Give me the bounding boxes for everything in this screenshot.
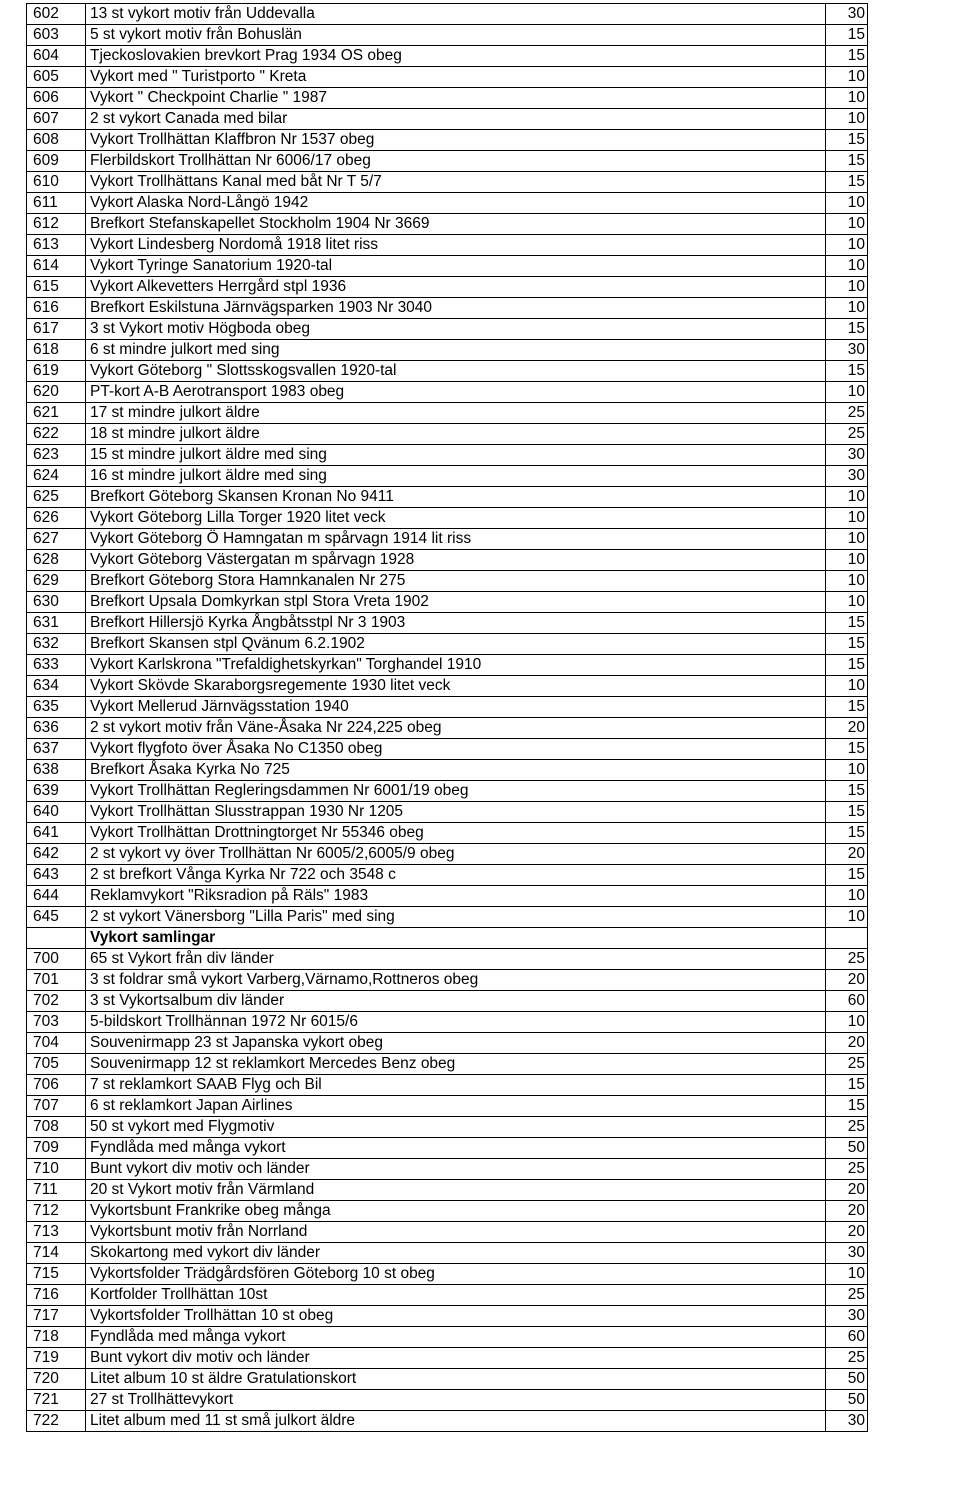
item-price-cell: 10 <box>826 487 868 508</box>
item-price-cell: 10 <box>826 592 868 613</box>
table-row <box>27 1012 868 1033</box>
item-number-cell: 710 <box>27 1159 86 1180</box>
item-description-cell: Vykort Trollhättans Kanal med båt Nr T 5/7 <box>86 172 826 193</box>
table-row <box>27 1348 868 1369</box>
item-description-cell: Vykort Trollhättan Drottningtorget Nr 55346 obeg <box>86 823 826 844</box>
item-description-cell: Vykort Göteborg " Slottsskogsvallen 1920-tal <box>86 361 826 382</box>
table-row <box>27 109 868 130</box>
item-description-cell: 3 st foldrar små vykort Varberg,Värnamo,Rottneros obeg <box>86 970 826 991</box>
item-number-cell: 616 <box>27 298 86 319</box>
table-row <box>27 550 868 571</box>
item-description-cell: 65 st Vykort från div länder <box>86 949 826 970</box>
item-price-cell: 15 <box>826 697 868 718</box>
item-number-cell: 620 <box>27 382 86 403</box>
item-price-cell: 10 <box>826 907 868 928</box>
item-price-cell: 15 <box>826 613 868 634</box>
item-description-cell: Brefkort Upsala Domkyrkan stpl Stora Vreta 1902 <box>86 592 826 613</box>
table-row <box>27 361 868 382</box>
table-row <box>27 781 868 802</box>
item-price-cell: 20 <box>826 1180 868 1201</box>
item-number-cell: 640 <box>27 802 86 823</box>
table-row <box>27 655 868 676</box>
item-number-cell: 704 <box>27 1033 86 1054</box>
item-description-cell: Litet album med 11 st små julkort äldre <box>86 1411 826 1432</box>
item-description-cell: Skokartong med vykort div länder <box>86 1243 826 1264</box>
item-price-cell: 20 <box>826 1222 868 1243</box>
item-price-cell: 15 <box>826 1096 868 1117</box>
item-price-cell: 10 <box>826 109 868 130</box>
item-number-cell: 610 <box>27 172 86 193</box>
table-row <box>27 697 868 718</box>
item-description-cell: Vykort Göteborg Ö Hamngatan m spårvagn 1914 lit riss <box>86 529 826 550</box>
item-number-cell: 644 <box>27 886 86 907</box>
item-number-cell: 711 <box>27 1180 86 1201</box>
table-row <box>27 25 868 46</box>
table-row <box>27 403 868 424</box>
table-row <box>27 319 868 340</box>
item-number-cell: 706 <box>27 1075 86 1096</box>
item-description-cell: Litet album 10 st äldre Gratulationskort <box>86 1369 826 1390</box>
item-description-cell: 2 st vykort Canada med bilar <box>86 109 826 130</box>
item-number-cell: 609 <box>27 151 86 172</box>
item-number-cell: 705 <box>27 1054 86 1075</box>
item-description-cell: 5-bildskort Trollhännan 1972 Nr 6015/6 <box>86 1012 826 1033</box>
item-price-cell: 10 <box>826 88 868 109</box>
item-number-cell: 605 <box>27 67 86 88</box>
item-price-cell: 15 <box>826 802 868 823</box>
table-row <box>27 907 868 928</box>
item-price-cell: 10 <box>826 571 868 592</box>
table-row <box>27 1327 868 1348</box>
item-number-cell: 709 <box>27 1138 86 1159</box>
table-row <box>27 1096 868 1117</box>
table-row <box>27 634 868 655</box>
item-number-cell: 611 <box>27 193 86 214</box>
item-description-cell: Brefkort Hillersjö Kyrka Ångbåtsstpl Nr 3 1903 <box>86 613 826 634</box>
item-description-cell: 2 st vykort vy över Trollhättan Nr 6005/2,6005/9 obeg <box>86 844 826 865</box>
item-price-cell: 10 <box>826 550 868 571</box>
item-description-cell: Bunt vykort div motiv och länder <box>86 1159 826 1180</box>
item-description-cell: 7 st reklamkort SAAB Flyg och Bil <box>86 1075 826 1096</box>
item-number-cell: 608 <box>27 130 86 151</box>
item-price-cell: 15 <box>826 1075 868 1096</box>
item-number-cell: 700 <box>27 949 86 970</box>
item-description-cell: Fyndlåda med många vykort <box>86 1138 826 1159</box>
table-row <box>27 970 868 991</box>
item-number-cell: 717 <box>27 1306 86 1327</box>
item-price-cell: 15 <box>826 25 868 46</box>
table-row <box>27 1243 868 1264</box>
item-number-cell: 645 <box>27 907 86 928</box>
item-number-cell: 612 <box>27 214 86 235</box>
item-price-cell: 15 <box>826 865 868 886</box>
item-number-cell: 713 <box>27 1222 86 1243</box>
item-price-cell: 15 <box>826 655 868 676</box>
item-number-cell: 722 <box>27 1411 86 1432</box>
item-price-cell: 10 <box>826 256 868 277</box>
item-description-cell: Vykort Mellerud Järnvägsstation 1940 <box>86 697 826 718</box>
table-row <box>27 529 868 550</box>
item-description-cell: 2 st vykort motiv från Väne-Åsaka Nr 224,225 obeg <box>86 718 826 739</box>
table-row <box>27 613 868 634</box>
item-number-cell: 639 <box>27 781 86 802</box>
table-row <box>27 949 868 970</box>
table-row <box>27 466 868 487</box>
item-price-cell: 30 <box>826 445 868 466</box>
item-price-cell: 20 <box>826 970 868 991</box>
item-description-cell: Brefkort Skansen stpl Qvänum 6.2.1902 <box>86 634 826 655</box>
item-number-cell: 633 <box>27 655 86 676</box>
item-price-cell: 30 <box>826 1411 868 1432</box>
item-description-cell: Vykort Göteborg Västergatan m spårvagn 1928 <box>86 550 826 571</box>
item-price-cell: 60 <box>826 1327 868 1348</box>
item-description-cell: Vykort med " Turistporto " Kreta <box>86 67 826 88</box>
item-price-cell: 25 <box>826 1348 868 1369</box>
table-row <box>27 298 868 319</box>
item-number-cell: 712 <box>27 1201 86 1222</box>
item-price-cell: 15 <box>826 781 868 802</box>
item-price-cell <box>826 928 868 949</box>
item-description-cell: Brefkort Stefanskapellet Stockholm 1904 Nr 3669 <box>86 214 826 235</box>
item-description-cell: 5 st vykort motiv från Bohuslän <box>86 25 826 46</box>
item-description-cell: 15 st mindre julkort äldre med sing <box>86 445 826 466</box>
item-price-cell: 10 <box>826 193 868 214</box>
item-price-cell: 25 <box>826 403 868 424</box>
item-description-cell: Brefkort Göteborg Skansen Kronan No 9411 <box>86 487 826 508</box>
item-description-cell: Vykortsbunt Frankrike obeg många <box>86 1201 826 1222</box>
item-number-cell: 614 <box>27 256 86 277</box>
item-price-cell: 20 <box>826 844 868 865</box>
item-price-cell: 10 <box>826 214 868 235</box>
item-price-cell: 30 <box>826 340 868 361</box>
table-row <box>27 802 868 823</box>
item-number-cell <box>27 928 86 949</box>
item-price-cell: 10 <box>826 382 868 403</box>
item-price-cell: 25 <box>826 1285 868 1306</box>
table-row <box>27 235 868 256</box>
item-number-cell: 715 <box>27 1264 86 1285</box>
item-price-cell: 25 <box>826 1054 868 1075</box>
item-number-cell: 625 <box>27 487 86 508</box>
item-number-cell: 628 <box>27 550 86 571</box>
item-description-cell: 3 st Vykort motiv Högboda obeg <box>86 319 826 340</box>
item-number-cell: 617 <box>27 319 86 340</box>
table-row <box>27 1222 868 1243</box>
item-description-cell: 20 st Vykort motiv från Värmland <box>86 1180 826 1201</box>
item-number-cell: 707 <box>27 1096 86 1117</box>
item-number-cell: 636 <box>27 718 86 739</box>
item-price-cell: 10 <box>826 277 868 298</box>
item-number-cell: 631 <box>27 613 86 634</box>
item-price-cell: 25 <box>826 1159 868 1180</box>
table-row <box>27 445 868 466</box>
item-description-cell: Souvenirmapp 23 st Japanska vykort obeg <box>86 1033 826 1054</box>
item-description-cell: Vykortsfolder Trädgårdsfören Göteborg 10 st obeg <box>86 1264 826 1285</box>
item-price-cell: 30 <box>826 466 868 487</box>
item-price-cell: 10 <box>826 760 868 781</box>
table-row <box>27 571 868 592</box>
item-description-cell: 3 st Vykortsalbum div länder <box>86 991 826 1012</box>
table-row <box>27 193 868 214</box>
item-description-cell: Kortfolder Trollhättan 10st <box>86 1285 826 1306</box>
item-price-cell: 30 <box>826 4 868 25</box>
table-row <box>27 1180 868 1201</box>
table-row <box>27 277 868 298</box>
item-price-cell: 15 <box>826 361 868 382</box>
table-row <box>27 1138 868 1159</box>
item-description-cell: Vykort Göteborg Lilla Torger 1920 litet veck <box>86 508 826 529</box>
table-row <box>27 67 868 88</box>
item-number-cell: 624 <box>27 466 86 487</box>
item-description-cell: Souvenirmapp 12 st reklamkort Mercedes Benz obeg <box>86 1054 826 1075</box>
item-number-cell: 615 <box>27 277 86 298</box>
item-price-cell: 20 <box>826 1201 868 1222</box>
item-description-cell: Bunt vykort div motiv och länder <box>86 1348 826 1369</box>
table-row <box>27 4 868 25</box>
table-row <box>27 718 868 739</box>
item-number-cell: 626 <box>27 508 86 529</box>
item-price-cell: 25 <box>826 1117 868 1138</box>
table-row <box>27 592 868 613</box>
item-number-cell: 621 <box>27 403 86 424</box>
item-description-cell: PT-kort A-B Aerotransport 1983 obeg <box>86 382 826 403</box>
item-description-cell: Flerbildskort Trollhättan Nr 6006/17 obeg <box>86 151 826 172</box>
item-price-cell: 20 <box>826 1033 868 1054</box>
item-description-cell: Vykortsfolder Trollhättan 10 st obeg <box>86 1306 826 1327</box>
item-price-cell: 10 <box>826 1012 868 1033</box>
item-description-cell: 6 st reklamkort Japan Airlines <box>86 1096 826 1117</box>
item-price-cell: 10 <box>826 676 868 697</box>
table-row <box>27 1390 868 1411</box>
item-price-cell: 15 <box>826 739 868 760</box>
price-list-table <box>26 3 868 1432</box>
table-row <box>27 991 868 1012</box>
item-price-cell: 50 <box>826 1390 868 1411</box>
item-number-cell: 643 <box>27 865 86 886</box>
item-price-cell: 10 <box>826 235 868 256</box>
item-price-cell: 30 <box>826 1306 868 1327</box>
table-row <box>27 865 868 886</box>
table-row <box>27 214 868 235</box>
item-number-cell: 607 <box>27 109 86 130</box>
table-row <box>27 739 868 760</box>
item-price-cell: 30 <box>826 1243 868 1264</box>
table-row <box>27 1075 868 1096</box>
item-description-cell: Vykort Lindesberg Nordomå 1918 litet riss <box>86 235 826 256</box>
table-row <box>27 340 868 361</box>
item-price-cell: 60 <box>826 991 868 1012</box>
item-description-cell: Brefkort Åsaka Kyrka No 725 <box>86 760 826 781</box>
item-price-cell: 15 <box>826 46 868 67</box>
item-description-cell: Vykort " Checkpoint Charlie " 1987 <box>86 88 826 109</box>
item-number-cell: 622 <box>27 424 86 445</box>
table-row <box>27 1033 868 1054</box>
item-description-cell: 2 st vykort Vänersborg "Lilla Paris" med sing <box>86 907 826 928</box>
item-description-cell: Vykort Alkevetters Herrgård stpl 1936 <box>86 277 826 298</box>
item-number-cell: 613 <box>27 235 86 256</box>
table-row <box>27 1285 868 1306</box>
table-row <box>27 823 868 844</box>
item-description-cell: 16 st mindre julkort äldre med sing <box>86 466 826 487</box>
item-number-cell: 637 <box>27 739 86 760</box>
item-number-cell: 719 <box>27 1348 86 1369</box>
section-title-cell: Vykort samlingar <box>86 928 826 949</box>
table-row <box>27 760 868 781</box>
table-row <box>27 1264 868 1285</box>
item-number-cell: 641 <box>27 823 86 844</box>
table-row <box>27 46 868 67</box>
item-description-cell: Vykort Trollhättan Regleringsdammen Nr 6001/19 obeg <box>86 781 826 802</box>
item-description-cell: Brefkort Göteborg Stora Hamnkanalen Nr 275 <box>86 571 826 592</box>
table-row <box>27 151 868 172</box>
item-number-cell: 701 <box>27 970 86 991</box>
item-description-cell: Vykort Tyringe Sanatorium 1920-tal <box>86 256 826 277</box>
table-row <box>27 676 868 697</box>
item-description-cell: Vykortsbunt motiv från Norrland <box>86 1222 826 1243</box>
section-header-row <box>27 928 868 949</box>
table-row <box>27 1411 868 1432</box>
item-number-cell: 708 <box>27 1117 86 1138</box>
item-number-cell: 718 <box>27 1327 86 1348</box>
item-number-cell: 606 <box>27 88 86 109</box>
price-list-body <box>27 4 868 1432</box>
item-price-cell: 15 <box>826 151 868 172</box>
item-description-cell: Brefkort Eskilstuna Järnvägsparken 1903 Nr 3040 <box>86 298 826 319</box>
table-row <box>27 886 868 907</box>
item-number-cell: 642 <box>27 844 86 865</box>
item-description-cell: 50 st vykort med Flygmotiv <box>86 1117 826 1138</box>
table-row <box>27 1117 868 1138</box>
item-number-cell: 714 <box>27 1243 86 1264</box>
item-price-cell: 15 <box>826 634 868 655</box>
item-number-cell: 629 <box>27 571 86 592</box>
item-price-cell: 25 <box>826 949 868 970</box>
item-description-cell: 17 st mindre julkort äldre <box>86 403 826 424</box>
table-row <box>27 508 868 529</box>
table-row <box>27 88 868 109</box>
item-description-cell: Vykort flygfoto över Åsaka No C1350 obeg <box>86 739 826 760</box>
item-number-cell: 627 <box>27 529 86 550</box>
item-price-cell: 20 <box>826 718 868 739</box>
item-number-cell: 632 <box>27 634 86 655</box>
item-price-cell: 10 <box>826 886 868 907</box>
table-row <box>27 1201 868 1222</box>
item-price-cell: 25 <box>826 424 868 445</box>
table-row <box>27 844 868 865</box>
item-description-cell: Vykort Skövde Skaraborgsregemente 1930 litet veck <box>86 676 826 697</box>
item-price-cell: 10 <box>826 508 868 529</box>
item-description-cell: 18 st mindre julkort äldre <box>86 424 826 445</box>
item-number-cell: 604 <box>27 46 86 67</box>
item-description-cell: Vykort Karlskrona "Trefaldighetskyrkan" Torghandel 1910 <box>86 655 826 676</box>
item-number-cell: 619 <box>27 361 86 382</box>
table-row <box>27 1369 868 1390</box>
item-number-cell: 720 <box>27 1369 86 1390</box>
item-description-cell: Fyndlåda med många vykort <box>86 1327 826 1348</box>
item-price-cell: 10 <box>826 529 868 550</box>
table-row <box>27 487 868 508</box>
item-number-cell: 630 <box>27 592 86 613</box>
table-row <box>27 1159 868 1180</box>
item-description-cell: Vykort Trollhättan Klaffbron Nr 1537 obeg <box>86 130 826 151</box>
table-row <box>27 424 868 445</box>
item-number-cell: 603 <box>27 25 86 46</box>
item-price-cell: 15 <box>826 319 868 340</box>
item-price-cell: 10 <box>826 1264 868 1285</box>
item-number-cell: 703 <box>27 1012 86 1033</box>
item-description-cell: 2 st brefkort Vånga Kyrka Nr 722 och 3548 c <box>86 865 826 886</box>
item-price-cell: 50 <box>826 1369 868 1390</box>
table-row <box>27 130 868 151</box>
item-price-cell: 15 <box>826 172 868 193</box>
item-number-cell: 702 <box>27 991 86 1012</box>
item-description-cell: 13 st vykort motiv från Uddevalla <box>86 4 826 25</box>
item-number-cell: 602 <box>27 4 86 25</box>
item-price-cell: 15 <box>826 823 868 844</box>
item-number-cell: 721 <box>27 1390 86 1411</box>
item-price-cell: 10 <box>826 298 868 319</box>
item-number-cell: 623 <box>27 445 86 466</box>
item-price-cell: 10 <box>826 67 868 88</box>
item-description-cell: Vykort Trollhättan Slusstrappan 1930 Nr 1205 <box>86 802 826 823</box>
table-row <box>27 1306 868 1327</box>
item-number-cell: 635 <box>27 697 86 718</box>
item-price-cell: 15 <box>826 130 868 151</box>
item-number-cell: 716 <box>27 1285 86 1306</box>
item-description-cell: 6 st mindre julkort med sing <box>86 340 826 361</box>
item-description-cell: Reklamvykort "Riksradion på Räls" 1983 <box>86 886 826 907</box>
item-description-cell: Vykort Alaska Nord-Långö 1942 <box>86 193 826 214</box>
item-number-cell: 618 <box>27 340 86 361</box>
item-number-cell: 634 <box>27 676 86 697</box>
item-description-cell: Tjeckoslovakien brevkort Prag 1934 OS obeg <box>86 46 826 67</box>
table-row <box>27 382 868 403</box>
table-row <box>27 256 868 277</box>
table-row <box>27 172 868 193</box>
item-price-cell: 50 <box>826 1138 868 1159</box>
table-row <box>27 1054 868 1075</box>
item-number-cell: 638 <box>27 760 86 781</box>
item-description-cell: 27 st Trollhättevykort <box>86 1390 826 1411</box>
